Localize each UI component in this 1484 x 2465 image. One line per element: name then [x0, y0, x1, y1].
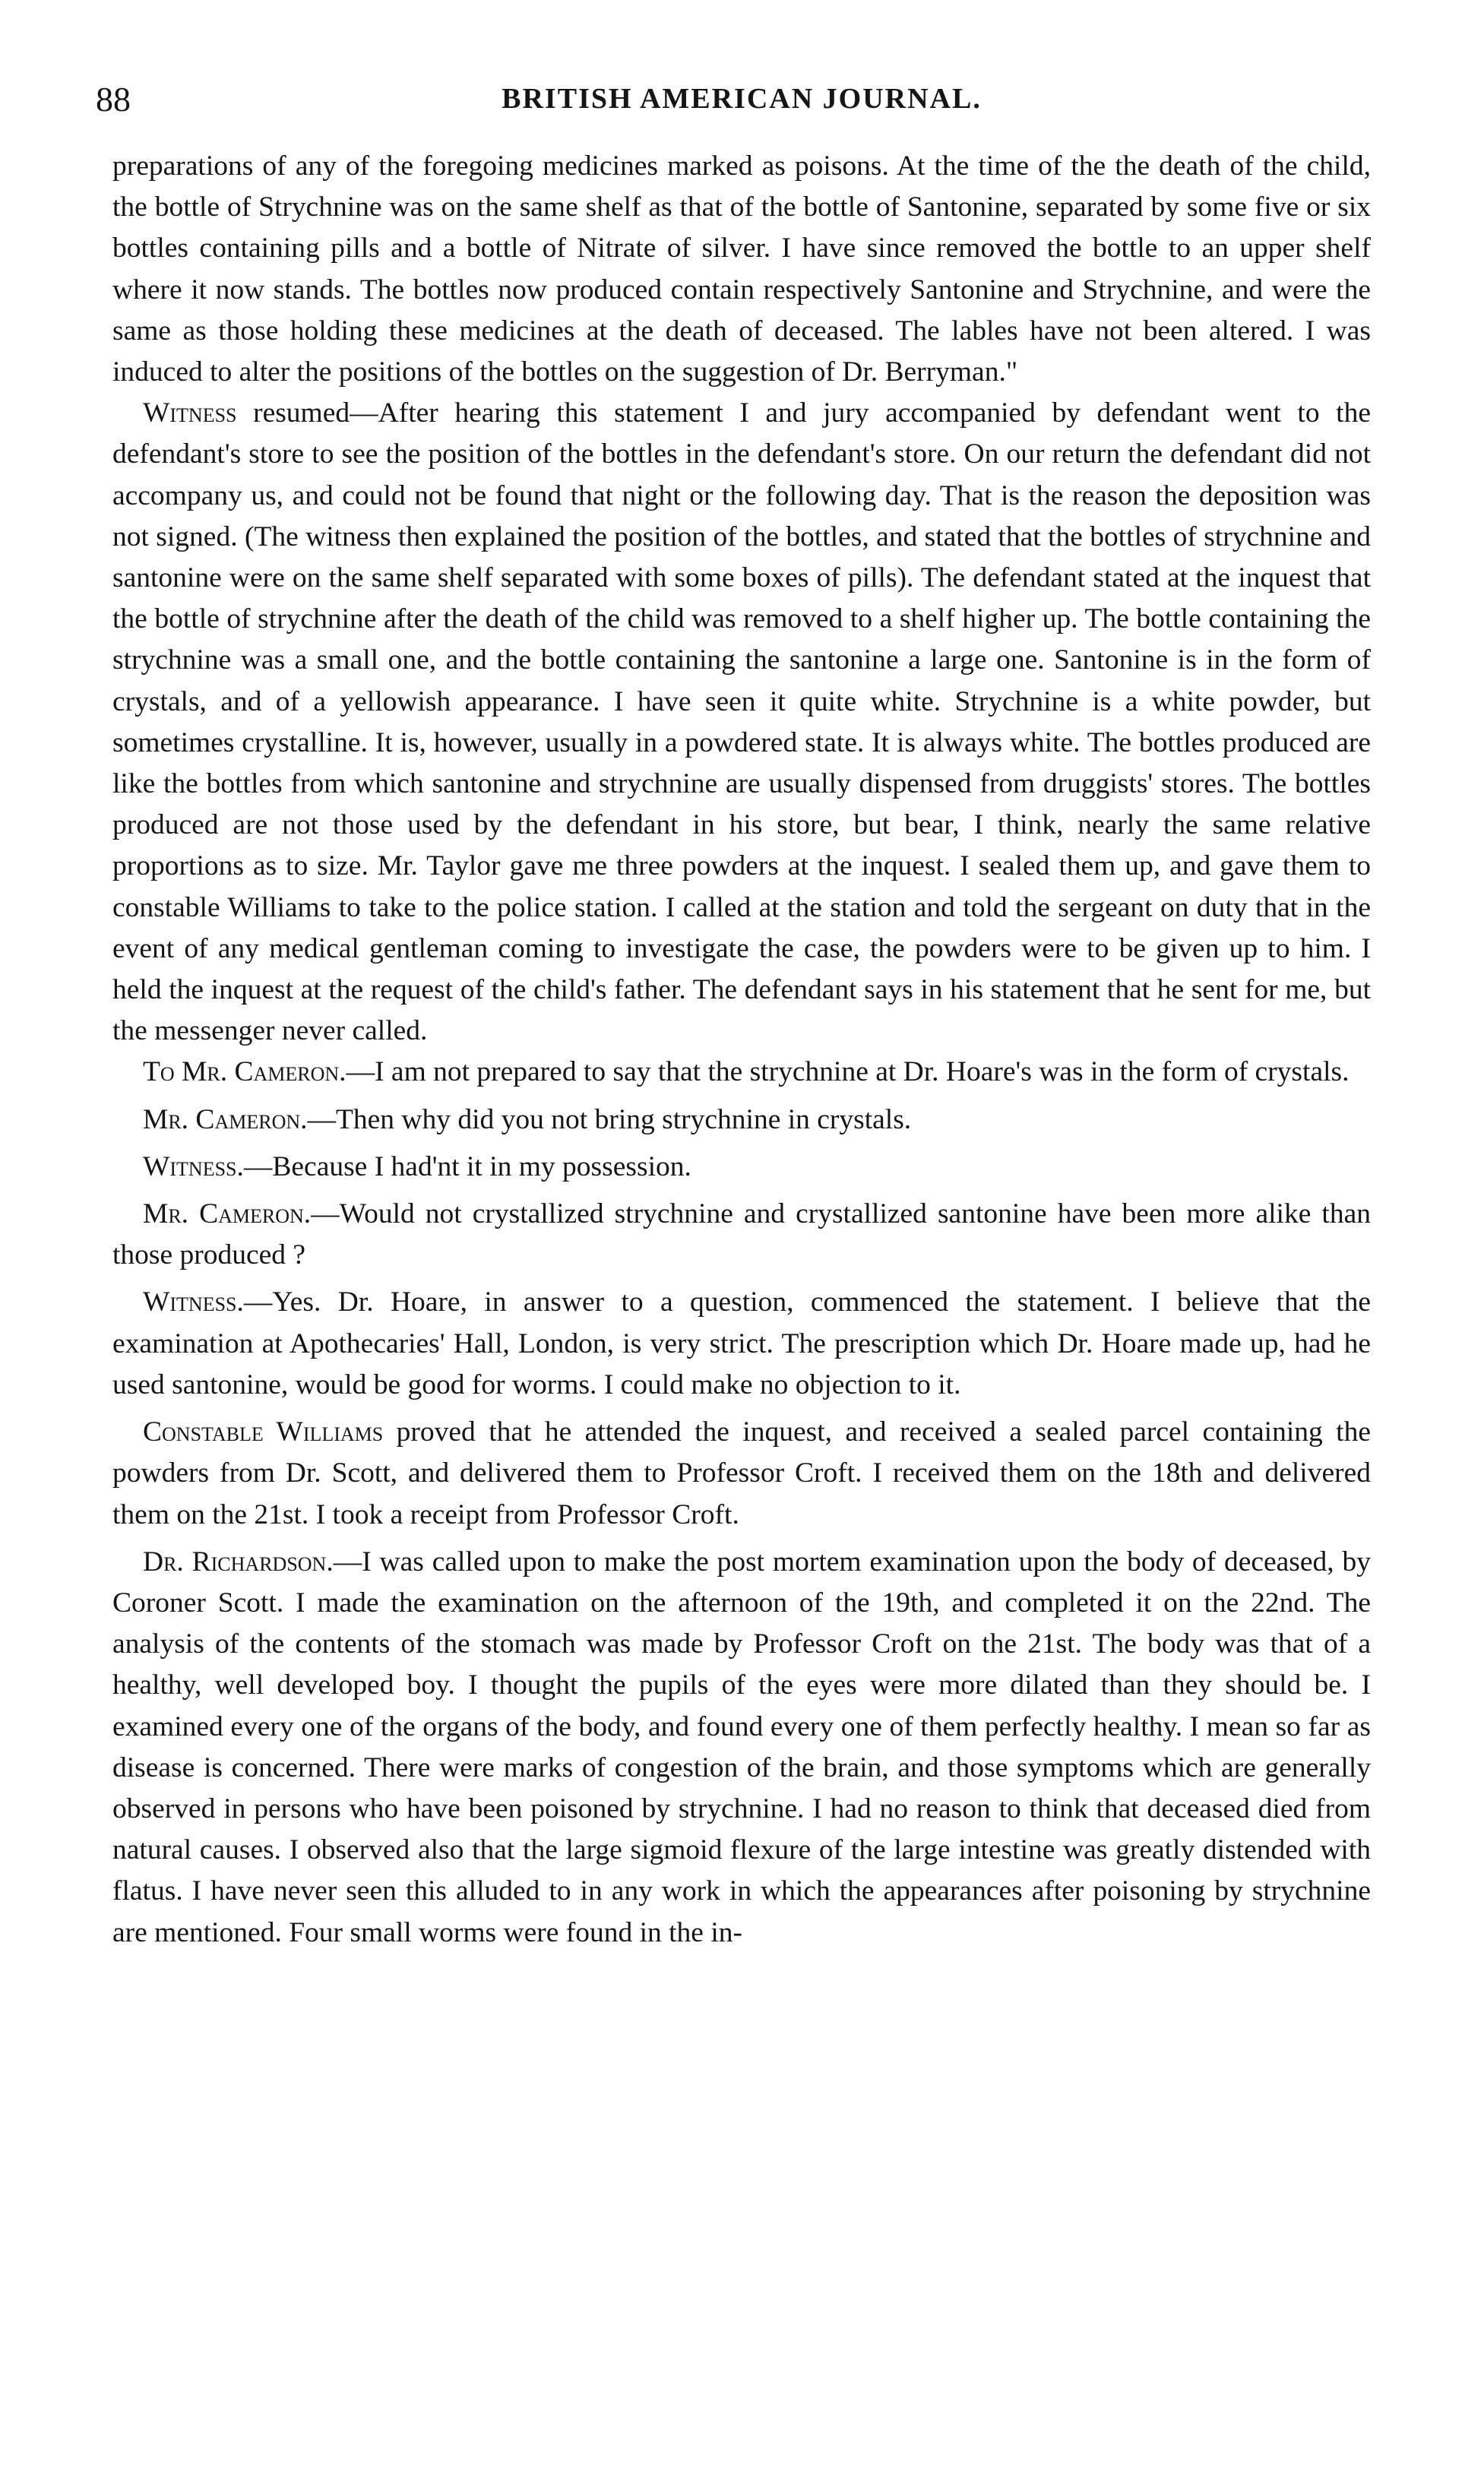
speaker-name: Dr. Richardson. — [143, 1546, 334, 1577]
speaker-name: Witness — [143, 397, 237, 429]
paragraph: Dr. Richardson.—I was called upon to make the post mortem examination upon the body of deceased, by Coroner Scott. I made the examination on the afternoon of the 19th, and completed it on the 22nd. The analysis of the contents of the stomach was made by Professor Croft on the 21st. The body was that of a healthy, well developed boy. I thought the pupils of the eyes were more dilated than they should be. I examined every one of the organs of the body, and found every one of them perfectly healthy. I mean so far as disease is concerned. There were marks of congestion of the brain, and those symptoms which are generally observed in persons who have been poisoned by strychnine. I had no reason to think that deceased died from natural causes. I observed also that the large sigmoid flexure of the large intestine was greatly distended with flatus. I have never seen this alluded to in any work in which the appearances after poisoning by strychnine are mentioned. Four small worms were found in the in- — [112, 1546, 1372, 1948]
speaker-name: Mr. Cameron. — [143, 1103, 308, 1135]
page-header — [96, 79, 1387, 128]
paragraph: preparations of any of the foregoing medicines marked as poisons. At the time of the the death of the child, the bottle of Strychnine was on the same shelf as that of the bottle of Santonine, separated by some five or six bottles containing pills and a bottle of Nitrate of silver. I have since removed the bottle to an upper shelf where it now stands. The bottles now produced contain respectively Santonine and Strychnine, and were the same as those holding these medicines at the death of deceased. The lables have not been altered. I was induced to alter the positions of the bottles on the suggestion of Dr. Berryman." — [112, 150, 1371, 388]
page-number: 88 — [96, 80, 131, 119]
speaker-name: To Mr. Cameron. — [143, 1056, 346, 1088]
paragraph: Witness.—Because I had'nt it in my possession. — [143, 1150, 691, 1182]
paragraph: To Mr. Cameron.—I am not prepared to say that the strychnine at Dr. Hoare's was in the form of crystals. — [143, 1056, 1350, 1088]
article-body — [112, 146, 1371, 1954]
running-title: BRITISH AMERICAN JOURNAL. — [502, 83, 982, 115]
paragraph: Witness resumed—After hearing this statement I and jury accompanied by defendant went to the defendant's store to see the position of the bottles in the defendant's store. On our return the defendant did not accompany us, and could not be found that night or the following day. That is the reason the deposition was not signed. (The witness then explained the position of the bottles, and stated that the bottles of strychnine and santonine were on the same shelf separated with some boxes of pills). The defendant stated at the inquest that the bottle of strychnine after the death of the child was removed to a shelf higher up. The bottle containing the strychnine was a small one, and the bottle containing the santonine a large one. Santonine is in the form of crystals, and of a yellowish appearance. I have seen it quite white. Strychnine is a white powder, but sometimes crystalline. It is, however, usually in a powdered state. It is always white. The bottles produced are like the bottles from which santonine and strychnine are usually dispensed from druggists' stores. The bottles produced are not those used by the defendant in his store, but bear, I think, nearly the same relative proportions as to size. Mr. Taylor gave me three powders at the inquest. I sealed them up, and gave them to constable Williams to take to the police station. I called at the station and told the sergeant on duty that in the event of any medical gentleman coming to investigate the case, the powders were to be given up to him. I held the inquest at the request of the child's father. The defendant says in his statement that he sent for me, but the messenger never called. — [112, 397, 1371, 1047]
paragraph: Mr. Cameron.—Then why did you not bring strychnine in crystals. — [143, 1103, 912, 1135]
paragraph: Constable Williams proved that he attended the inquest, and received a sealed parcel containing the powders from Dr. Scott, and delivered them to Professor Croft. I received them on the 18th and delivered them on the 21st. I took a receipt from Professor Croft. — [112, 1416, 1371, 1530]
speaker-name: Constable Williams — [143, 1416, 384, 1448]
paragraph: Witness.—Yes. Dr. Hoare, in answer to a question, commenced the statement. I believe that the examination at Apothecaries' Hall, London, is very strict. The prescription which Dr. Hoare made up, had he used santonine, would be good for worms. I could make no objection to it. — [112, 1286, 1371, 1400]
paragraph: Mr. Cameron.—Would not crystallized strychnine and crystallized santonine have been more alike than those produced ? — [112, 1198, 1371, 1271]
speaker-name: Mr. Cameron. — [143, 1198, 312, 1230]
speaker-name: Witness. — [143, 1150, 244, 1182]
speaker-name: Witness. — [143, 1286, 244, 1318]
